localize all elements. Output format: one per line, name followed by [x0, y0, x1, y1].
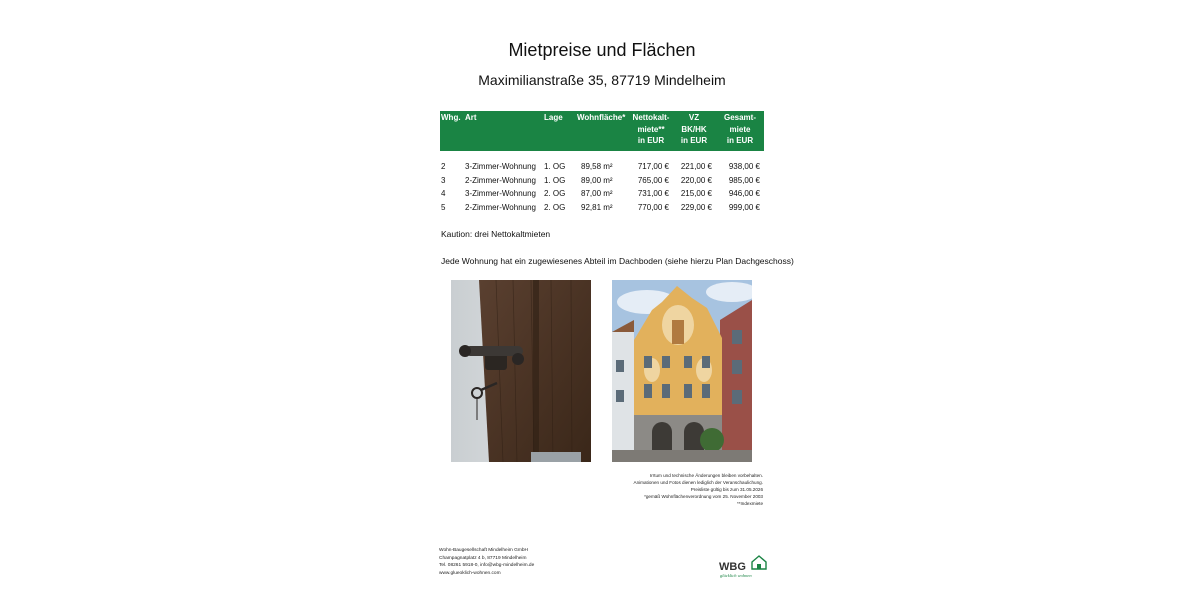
cell-lage: 1. OG — [544, 175, 566, 185]
cell-whg: 2 — [441, 162, 446, 171]
company-street: Champagnatplatz 4 b, 87719 Mindelheim — [439, 555, 527, 561]
cell-netto: 717,00 € — [637, 162, 669, 171]
table-row — [440, 187, 764, 201]
cell-flaeche: 87,00 m² — [581, 189, 613, 198]
price-table — [440, 111, 764, 214]
cell-flaeche: 92,81 m² — [581, 202, 613, 212]
table-body — [440, 160, 764, 214]
cell-whg: 4 — [441, 189, 446, 198]
attic-note: Jede Wohnung hat ein zugewiesenes Abteil im Dachboden (siehe hierzu Plan Dachgeschoss) — [441, 256, 794, 266]
building-facade-image — [612, 280, 752, 462]
cell-art: 3-Zimmer-Wohnung — [465, 189, 536, 198]
company-contact: Tel. 08261 5918-0, info@wbg-mindelheim.de — [439, 563, 535, 568]
company-footer — [439, 547, 534, 577]
disclaimer-line: Animationen und Fotos dienen lediglich der Veranschaulichung. — [633, 480, 763, 485]
door-lock-image — [451, 280, 591, 462]
kaution-note: Kaution: drei Nettokaltmieten — [441, 229, 551, 239]
disclaimer-line: Irrtum und technische Änderungen bleiben vorbehalten. — [649, 473, 763, 478]
header-gesamtmiete: Gesamt- miete in EUR — [723, 113, 756, 145]
cell-gesamt: 999,00 € — [728, 202, 760, 212]
cell-lage: 1. OG — [544, 162, 566, 171]
wbg-logo-icon — [718, 555, 770, 579]
cell-whg: 3 — [441, 175, 446, 185]
company-website: www.glueoklich-wohnen.com — [439, 570, 501, 576]
cell-lage: 2. OG — [544, 202, 566, 212]
cell-gesamt: 938,00 € — [728, 162, 760, 171]
historic-building-photo — [612, 280, 752, 462]
cell-gesamt: 985,00 € — [728, 175, 760, 185]
cell-art: 2-Zimmer-Wohnung — [465, 175, 536, 185]
cell-lage: 2. OG — [544, 189, 566, 198]
cell-art: 2-Zimmer-Wohnung — [465, 202, 536, 212]
cell-whg: 5 — [441, 202, 446, 212]
header-wohnflaeche: Wohnfläche* — [577, 113, 626, 122]
svg-text:glücklich wohnen: glücklich wohnen — [720, 573, 752, 578]
cell-flaeche: 89,00 m² — [581, 175, 613, 185]
cell-netto: 731,00 € — [637, 189, 669, 198]
cell-vz: 220,00 € — [680, 175, 712, 185]
company-name: Wohn-Baugesellschaft Mindelheim GmbH — [439, 548, 528, 553]
cell-flaeche: 89,58 m² — [581, 162, 613, 171]
cell-netto: 765,00 € — [637, 175, 669, 185]
header-whg: Whg. — [441, 113, 461, 122]
disclaimer-line: *gemäß Wohnflächenverordnung vom 25. November 2003 — [644, 494, 763, 499]
table-row — [440, 174, 764, 188]
door-lock-photo — [451, 280, 591, 462]
cell-art: 3-Zimmer-Wohnung — [465, 162, 536, 171]
table-header — [440, 111, 764, 151]
wbg-logo — [718, 555, 770, 579]
page-title: Mietpreise und Flächen — [508, 40, 696, 60]
disclaimer-line: **Indexmiete — [736, 501, 763, 506]
table-row — [440, 201, 764, 215]
header-vz: VZ BK/HK in EUR — [680, 113, 708, 145]
table-row — [440, 160, 764, 174]
disclaimer — [593, 472, 763, 507]
svg-text:WBG: WBG — [719, 561, 746, 573]
page-address: Maximilianstraße 35, 87719 Mindelheim — [478, 72, 726, 88]
cell-vz: 221,00 € — [680, 162, 712, 171]
cell-vz: 229,00 € — [680, 202, 712, 212]
cell-netto: 770,00 € — [637, 202, 669, 212]
header-lage: Lage — [544, 113, 563, 122]
header-art: Art — [465, 113, 477, 122]
cell-gesamt: 946,00 € — [728, 189, 760, 198]
cell-vz: 215,00 € — [680, 189, 712, 198]
disclaimer-line: Preisliste gültig bis zum 31.05.2026 — [690, 487, 763, 492]
header-nettokaltmiete: Nettokalt- miete** in EUR — [632, 113, 670, 145]
